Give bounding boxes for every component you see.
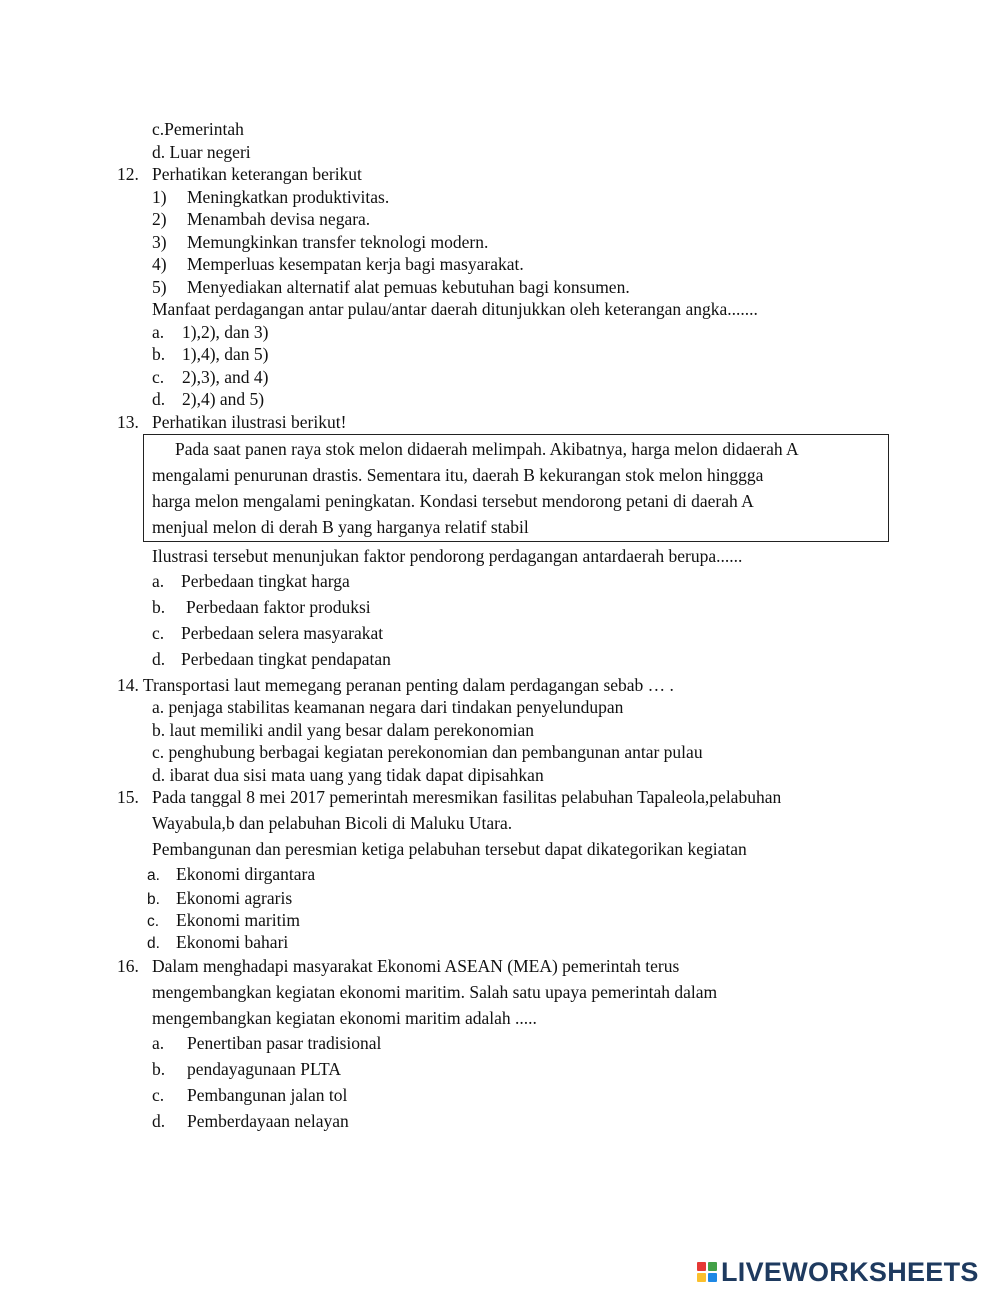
q12-item-text: Memungkinkan transfer teknologi modern. [187, 232, 489, 252]
illustration-line: menjual melon di derah B yang harganya relatif stabil [152, 517, 529, 537]
q15-option-marker: b. [147, 891, 160, 908]
q12-item-marker: 4) [152, 254, 167, 274]
q12-question: Manfaat perdagangan antar pulau/antar daerah ditunjukkan oleh keterangan angka....... [152, 299, 758, 319]
q13-option[interactable] [152, 570, 350, 592]
illustration-line: harga melon mengalami peningkatan. Kondasi tersebut mendorong petani di daerah A [152, 491, 754, 511]
q15-option-text: Ekonomi bahari [176, 932, 289, 952]
q12-option[interactable] [152, 321, 269, 343]
q15-option-marker: a. [147, 867, 160, 884]
q12-option-marker: b. [152, 344, 166, 364]
q12-item-text: Meningkatkan produktivitas. [187, 187, 390, 207]
q14-option[interactable]: b. laut memiliki andil yang besar dalam perekonomian [152, 720, 534, 740]
q12-item-text: Memperluas kesempatan kerja bagi masyarakat. [187, 254, 524, 274]
q16-option[interactable] [152, 1084, 347, 1106]
q16-option-text: Penertiban pasar tradisional [187, 1033, 382, 1053]
q16-option[interactable] [152, 1058, 341, 1080]
q15-option-text: Ekonomi agraris [176, 888, 293, 908]
q16-option-marker: c. [152, 1085, 165, 1105]
illustration-line: mengalami penurunan drastis. Sementara itu, daerah B kekurangan stok melon hinggga [152, 465, 764, 485]
liveworksheets-logo [697, 1255, 979, 1289]
q16-option-text: pendayagunaan PLTA [187, 1059, 341, 1079]
q16-stem-line: mengembangkan kegiatan ekonomi maritim adalah ..... [152, 1008, 537, 1028]
q13-option-text: Perbedaan selera masyarakat [181, 623, 384, 643]
q16-option-marker: b. [152, 1059, 166, 1079]
q12-option-text: 1),2), dan 3) [182, 322, 269, 342]
q16-option[interactable] [152, 1110, 349, 1132]
q13-option-marker: d. [152, 649, 166, 669]
liveworksheets-logo-icon [697, 1262, 717, 1282]
q12-item [152, 253, 524, 275]
q15-question: Pembangunan dan peresmian ketiga pelabuhan tersebut dapat dikategorikan kegiatan [152, 839, 747, 859]
liveworksheets-logo-text: LIVEWORKSHEETS [721, 1256, 979, 1287]
q16-option-marker: a. [152, 1033, 165, 1053]
q13-option-text: Perbedaan tingkat harga [181, 571, 350, 591]
q12-item-marker: 5) [152, 277, 167, 297]
q14-option[interactable]: a. penjaga stabilitas keamanan negara dari tindakan penyelundupan [152, 697, 624, 717]
q12-option-marker: d. [152, 389, 166, 409]
q12-item-marker: 2) [152, 209, 167, 229]
q13-option[interactable] [152, 622, 383, 644]
q12-option-marker: c. [152, 367, 165, 387]
q13-stem: Perhatikan ilustrasi berikut! [152, 412, 347, 432]
q13-option-marker: a. [152, 571, 165, 591]
q15-stem-line: Wayabula,b dan pelabuhan Bicoli di Maluku Utara. [152, 813, 513, 833]
q12-option[interactable] [152, 388, 264, 410]
q12-item-text: Menambah devisa negara. [187, 209, 371, 229]
q15-option[interactable] [147, 863, 315, 887]
q13-question: Ilustrasi tersebut menunjukan faktor pendorong perdagangan antardaerah berupa...... [152, 546, 743, 566]
q12-item [152, 276, 630, 298]
q13-option[interactable] [152, 648, 391, 670]
logo-square-icon [708, 1262, 717, 1271]
q15-option-text: Ekonomi maritim [176, 910, 300, 930]
q13-option-text: Perbedaan tingkat pendapatan [181, 649, 391, 669]
q13-option-marker: b. [152, 597, 166, 617]
logo-square-icon [697, 1262, 706, 1271]
q13-number: 13. [117, 412, 139, 432]
q12-item-marker: 3) [152, 232, 167, 252]
q14-option[interactable]: c. penghubung berbagai kegiatan perekonomian dan pembangunan antar pulau [152, 742, 703, 762]
q13-option[interactable] [152, 596, 371, 618]
q12-number: 12. [117, 164, 139, 184]
q12-item-marker: 1) [152, 187, 167, 207]
q12-item [152, 208, 370, 230]
q12-item [152, 231, 488, 253]
illustration-line: Pada saat panen raya stok melon didaerah melimpah. Akibatnya, harga melon didaerah A [175, 439, 799, 459]
q12-option-text: 2),3), and 4) [182, 367, 269, 387]
q16-number: 16. [117, 956, 139, 976]
q16-option[interactable] [152, 1032, 381, 1054]
q15-option[interactable] [147, 909, 300, 933]
q12-option-marker: a. [152, 322, 165, 342]
q14-option[interactable]: d. ibarat dua sisi mata uang yang tidak dapat dipisahkan [152, 765, 544, 785]
q16-option-text: Pembangunan jalan tol [187, 1085, 348, 1105]
q12-option[interactable] [152, 366, 269, 388]
q16-option-marker: d. [152, 1111, 166, 1131]
q16-stem-line: Dalam menghadapi masyarakat Ekonomi ASEAN (MEA) pemerintah terus [152, 956, 680, 976]
q12-option[interactable] [152, 343, 269, 365]
q15-option-marker: d. [147, 935, 160, 952]
logo-square-icon [708, 1273, 717, 1282]
q12-option-text: 2),4) and 5) [182, 389, 265, 409]
q15-option-text: Ekonomi dirgantara [176, 864, 316, 884]
q15-number: 15. [117, 787, 139, 807]
q16-stem-line: mengembangkan kegiatan ekonomi maritim. Salah satu upaya pemerintah dalam [152, 982, 718, 1002]
q15-stem-line: Pada tanggal 8 mei 2017 pemerintah meresmikan fasilitas pelabuhan Tapaleola,pelabuhan [152, 787, 782, 807]
q15-option[interactable] [147, 931, 288, 955]
q14-stem: 14. Transportasi laut memegang peranan penting dalam perdagangan sebab … . [117, 675, 674, 695]
q15-option[interactable] [147, 887, 292, 911]
q15-option-marker: c. [147, 913, 160, 930]
q12-option-text: 1),4), dan 5) [182, 344, 269, 364]
q16-option-text: Pemberdayaan nelayan [187, 1111, 349, 1131]
q12-item-text: Menyediakan alternatif alat pemuas kebutuhan bagi konsumen. [187, 277, 630, 297]
q11-option-d: d. Luar negeri [152, 142, 251, 162]
q11-option-c: c.Pemerintah [152, 119, 244, 139]
q12-stem: Perhatikan keterangan berikut [152, 164, 362, 184]
q12-item [152, 186, 389, 208]
q13-option-marker: c. [152, 623, 165, 643]
q13-option-text: Perbedaan faktor produksi [186, 597, 371, 617]
logo-square-icon [697, 1273, 706, 1282]
